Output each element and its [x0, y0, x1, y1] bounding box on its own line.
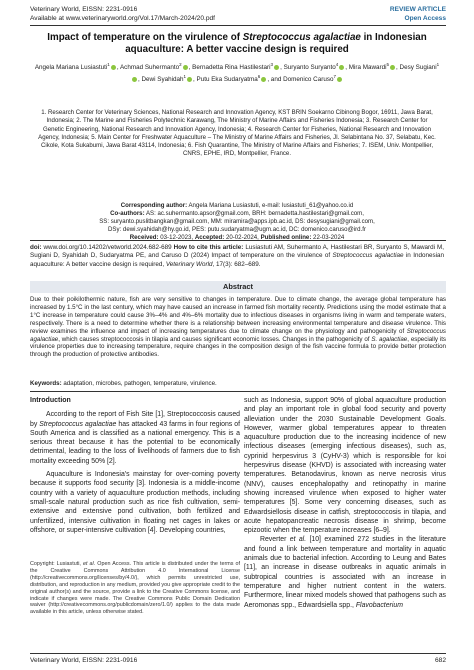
available-prefix: Available at	[30, 14, 66, 22]
orcid-icon[interactable]	[132, 77, 137, 82]
article-pdf-link[interactable]: www.veterinaryworld.org/Vol.17/March-2024/20.pdf	[65, 14, 215, 22]
author-affiliation-number: 1	[436, 62, 440, 67]
orcid-icon[interactable]	[261, 77, 266, 82]
author-name: Suryanto Suryanto	[283, 64, 336, 72]
orcid-icon[interactable]	[390, 65, 395, 70]
orcid-icon[interactable]	[274, 65, 279, 70]
header-left	[30, 6, 215, 23]
right-paragraph-2: Reverter et al. [10] examined 272 studies in the literature and found a link between temperature and mortality in aquatic animals due to bacterial infection. According to Leung and Bates [11], an increase in disease outbreaks in aquatic animals in subtropical countries is associated with an increase in temperature and higher nutrient content in the waters. Furthermore, linear mixed models showed that pathogens such as Aeromonas spp., Edwardsiella spp., Flavobacterium	[244, 536, 446, 609]
citation-top-rule	[30, 240, 446, 241]
orcid-icon[interactable]	[183, 65, 188, 70]
author-affiliation-number: 5	[386, 62, 390, 67]
article-type-label: REVIEW ARTICLE	[389, 6, 446, 13]
introduction-heading: Introduction	[30, 397, 71, 404]
author-name: Angela Mariana Lusiastuti	[34, 64, 108, 72]
dates-line: Received: 03-12-2023, Accepted: 20-02-2024, Published online: 22-03-2024	[129, 233, 345, 241]
coauthor-emails-2: SS: suryanto.puslitbangkan@gmail.com, MM: miramira@apps.ipb.ac.id, DS: desysugiani@gmail.com,	[99, 217, 375, 225]
abstract-heading: Abstract	[223, 282, 253, 291]
open-access-label: Open Access	[404, 14, 446, 22]
copyright-notice: Copyright: Lusiastuti, et al. Open Access. This article is distributed under the terms of the Creative Commons Attribution 4.0 International License (http://creativecommons.org/licenses/by/4.0/), which permits unrestricted use, distribution, and reproduction in any medium, provided you give appropriate credit to the original author(s) and the source, provide a link to the Creative Commons license, and indicate if changes were made. The Creative Commons Public Domain Dedication waiver (http://creativecommons.org/publicdomain/zero/1.0/) applies to the data made available in this article, unless otherwise stated.	[30, 561, 240, 616]
author-list: Angela Mariana Lusiastuti$^1$ , Achmad Suhermanto$^2$ , Bernadetta Rina Hastilestari$^3$ , Suryanto Suryanto$^4$ , Mira Mawardi$^5$ , Desy Sugiani$^1$, Dewi Syahidah$^1$ , Putu Eka Sudaryatma$^6$ , and Domenico Caruso$^7$	[34, 62, 440, 84]
left-column	[30, 396, 240, 535]
keywords-line: Keywords: adaptation, microbes, pathogen, temperature, virulence.	[30, 380, 217, 387]
author-affiliation-number: 1	[107, 62, 110, 67]
doi-link[interactable]: www.doi.org/10.14202/vetworld.2024.682-689	[41, 244, 174, 251]
author-affiliation-number: 6	[257, 74, 261, 80]
citation-block: doi: www.doi.org/10.14202/vetworld.2024.682-689 How to cite this article: Lusiastuti AM, Suhermanto A, Hastilestari BR, Suryanto S, Mawardi M, Sugiani D, Syahidah D, Sudaryatma PE, and Caruso D (2024) Impact of temperature on the virulence of Streptococcus agalactiae in Indonesian aquaculture: A better vaccine design is required, Veterinary World, 17(3): 682–689.	[30, 244, 445, 268]
orcid-icon[interactable]	[187, 77, 192, 82]
orcid-icon[interactable]	[337, 77, 342, 82]
author-affiliation-number: 2	[179, 62, 182, 67]
corresponding-email[interactable]: Angela Mariana Lusiastuti, e-mail: lusiastuti_61@yahoo.co.id	[187, 202, 354, 209]
author-name: Dewi Syahidah	[141, 76, 184, 84]
orcid-icon[interactable]	[111, 65, 116, 70]
intro-paragraph-2: Aquaculture is Indonesia's mainstay for over-coming poverty because it supports food security [3]. Indonesia is a middle-income country with a variety of aquaculture production methods, including small-scale natural production such as rice fish cultivation, semi-extensive and extensive pond cultivation, both fertilized and unfertilized, intensive cultivation in floating net cages in lakes or offshore, or super-intensive cultivation [4]. Developing countries,	[30, 471, 240, 534]
header-rule	[30, 25, 446, 26]
coauthor-emails-3: DSy: dewi.syahidah@hy.go.id, PES: putu.sudaryatma@ugm.ac.id, DC: domenico.caruso@ird.fr	[108, 225, 366, 233]
page-number: 682	[434, 657, 446, 664]
author-affiliation-number: 7	[333, 74, 336, 80]
correspondence-block	[38, 202, 436, 242]
abstract-text: Due to their poikilothermic nature, fish are very sensitive to changes in temperature. Due to climate change, the average global temperature has increased by 1.5°C in the last century, which may have caused an increase in farmed fish mortality recently. Predictions using the model estimate that a 1°C increase in temperature could cause 3%–4% and 4%–6% mortality due to infectious diseases in organisms living in warm and temperate waters, respectively. There is a need to determine whether there is a relationship between increasing environmental temperature and disease virulence. This review examines the influence and impact of increasing temperatures due to climate change on the physiology and pathogenicity of Streptococcus agalactiae, which causes streptococcosis in tilapia and causes significant economic losses. Changes in the pathogenicity of S. agalactiae, especially its virulence properties due to increasing temperature, require changes in the composition design of the fish vaccine formula to provide better protection through the production of protective antibodies.	[30, 296, 447, 359]
journal-line: Veterinary World, EISSN: 2231-0916	[30, 6, 138, 13]
article-title: Impact of temperature on the virulence of Streptococcus agalactiae in Indonesian aquaculture: A better vaccine design is required	[47, 32, 427, 55]
right-paragraph-1: such as Indonesia, support 90% of global aquaculture production and play an important role in global food security and poverty alleviation under the 2030 Sustainable Development Goals. However, warmer global temperatures appear to threaten aquaculture production due to the increasing incidence of new infectious diseases (emerging infectious diseases), such as, cyprinid herpesvirus 3 (CyHV-3) which is responsible for koi herpesvirus disease (KHVD) is associated with increasing water temperatures. Betanodavirus, known as nerve necrosis virus (NNV), causes encephalopathy and retinopathy in marine showing increased virulence when exposed to higher water temperatures [5]. Some very concerning diseases, such as Edwardsiellosis disease in catfish, streptococcosis in tilapia, and acute hepatopancreatic necrosis disease in shrimp, become epizootic when the temperature increases [6–9].	[244, 397, 446, 535]
intro-paragraph-1: According to the report of Fish Site [1], Streptococcosis caused by Streptococcus agalactiae has attacked 43 farms in four regions of South America and is classified as a national emergency. This is a serious threat because it has the potential to be economically detrimental, leading to the loss of livelihoods of farmers due to fish mortality exceeding 50% [2].	[30, 411, 240, 465]
coauthors-label: Co-authors:	[110, 209, 145, 217]
author-name: Putu Eka Sudaryatma	[196, 76, 258, 84]
corresponding-label: Corresponding author:	[120, 202, 188, 209]
keywords-rule	[30, 391, 446, 392]
author-name: Bernadetta Rina Hastilestari	[192, 64, 271, 72]
author-affiliation-number: 4	[335, 62, 339, 67]
author-name: Achmad Suhermanto	[119, 64, 180, 72]
orcid-icon[interactable]	[339, 65, 344, 70]
footer-rule	[30, 653, 446, 654]
footer-journal: Veterinary World, EISSN: 2231-0916	[30, 657, 138, 664]
author-name: Desy Sugiani	[399, 64, 437, 72]
author-affiliation-number: 1	[183, 74, 187, 80]
author-name: Mira Mawardi	[348, 64, 387, 72]
header-right	[390, 6, 446, 23]
author-name: Domenico Caruso	[283, 76, 334, 84]
affiliations: 1. Research Center for Veterinary Sciences, National Research and Innovation Agency, KST BRIN Soekarno Cibinong Bogor, 16911, Jawa Barat, Indonesia; 2. The Marine and Fisheries Polytechnic Karawang, The Ministry of Marine Affairs and Fisheries Indonesia; 3. Research Center for Genetic Engineering, National Research and Innovation Agency, Indonesia; 4. Research Center for Fisheries, National Research and Innovation Agency, Indonesia; 5. Main Center for Freshwater Aquaculture – The Ministry of Marine Affairs and Fisheries, Jl. Selabintana No. 37, Selabatu, Kec. Cikole, Kota Sukabumi, Jawa Barat 43114, Indonesia; 6. Fish Quarantine, The Ministry of Marine Affairs and Fisheries; 7. ISEM, Univ. Montpellier, CNRS, EPHE, IRD, Montpellier, France.	[38, 109, 436, 158]
coauthor-emails-1: AS: ac.suhermanto.apsor@gmail.com, BRH: bernadetta.hastilestari@gmail.com,	[144, 209, 364, 217]
right-column	[244, 396, 446, 610]
author-affiliation-number: 3	[270, 62, 274, 67]
